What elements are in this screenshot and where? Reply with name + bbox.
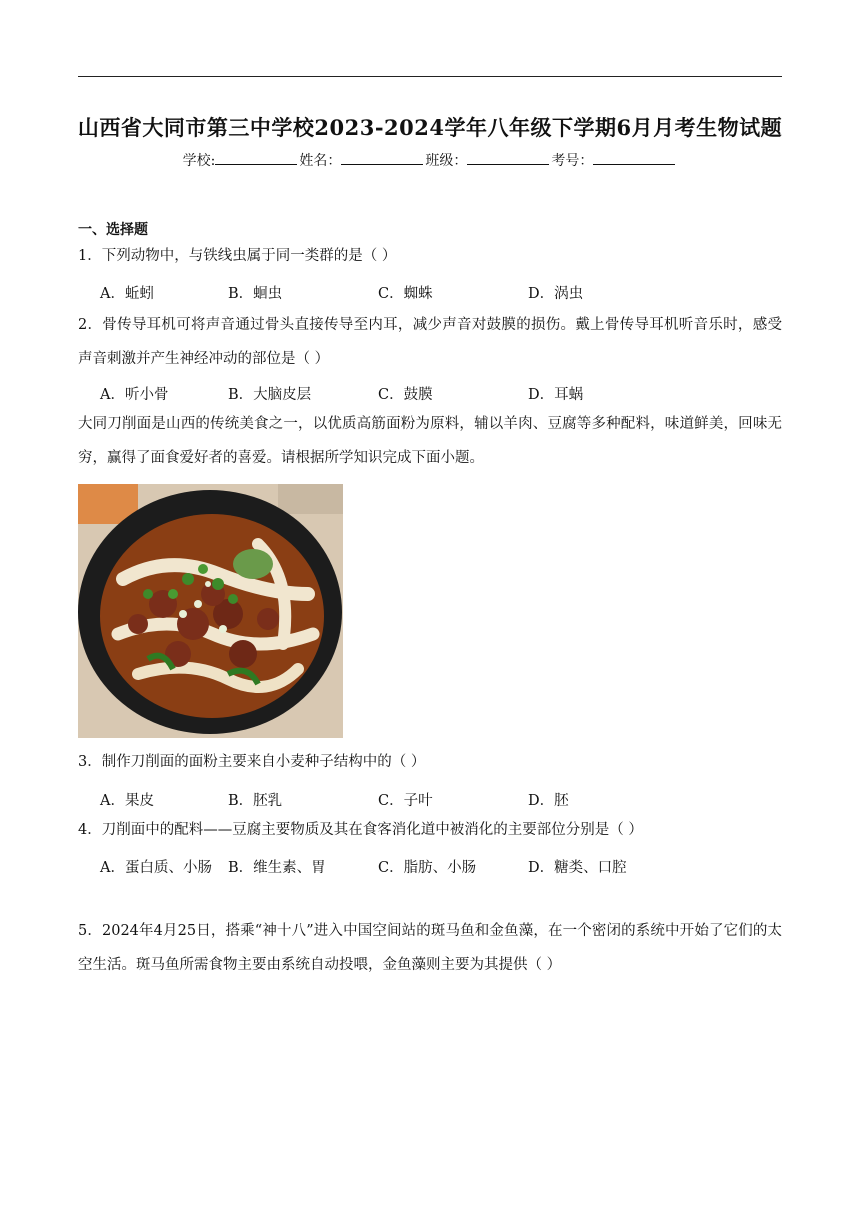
question-3-stem: 3．制作刀削面的面粉主要来自小麦种子结构中的（ ） — [78, 754, 426, 770]
q1-option-a[interactable]: A．蚯蚓 — [100, 286, 154, 302]
class-label: 班级： — [425, 153, 468, 169]
exam-no-field[interactable] — [593, 150, 675, 165]
noodle-photo — [78, 484, 343, 738]
reading-passage: 大同刀削面是山西的传统美食之一，以优质高筋面粉为原料，辅以羊肉、豆腐等多种配料，味道鲜美，回味无穷，赢得了面食爱好者的喜爱。请根据所学知识完成下面小题。 — [78, 416, 782, 466]
school-field[interactable] — [215, 150, 297, 165]
q3-option-b[interactable]: B．胚乳 — [228, 793, 283, 809]
question-2-stem: 2．骨传导耳机可将声音通过骨头直接传导至内耳，减少声音对鼓膜的损伤。戴上骨传导耳机听音乐时，感受声音刺激并产生神经冲动的部位是（ ） — [78, 317, 782, 367]
question-1-stem: 1．下列动物中，与铁线虫属于同一类群的是（ ） — [78, 248, 397, 264]
name-label: 姓名： — [299, 153, 342, 169]
q2-option-d[interactable]: D．耳蜗 — [528, 387, 584, 403]
q1-option-c[interactable]: C．蜘蛛 — [378, 286, 433, 302]
q4-option-a[interactable]: A．蛋白质、小肠 — [100, 860, 212, 876]
q4-option-c[interactable]: C．脂肪、小肠 — [378, 860, 477, 876]
exam-no-label: 考号： — [551, 153, 594, 169]
student-info-line — [0, 150, 860, 170]
q2-option-b[interactable]: B．大脑皮层 — [228, 387, 312, 403]
question-4-options — [100, 856, 780, 876]
school-label: 学校: — [182, 153, 216, 169]
name-field[interactable] — [341, 150, 423, 165]
question-1-options — [100, 282, 780, 302]
q1-option-b[interactable]: B．蛔虫 — [228, 286, 283, 302]
page-title: 山西省大同市第三中学校2023-2024学年八年级下学期6月月考生物试题 — [77, 115, 783, 140]
question-5-stem: 5．2024年4月25日，搭乘“神十八”进入中国空间站的斑马鱼和金鱼藻，在一个密闭的系统中开始了它们的太空生活。斑马鱼所需食物主要由系统自动投喂，金鱼藻则主要为其提供（ ） — [78, 923, 782, 973]
class-field[interactable] — [467, 150, 549, 165]
q4-option-d[interactable]: D．糖类、口腔 — [528, 860, 627, 876]
header-rule — [78, 76, 782, 77]
q2-option-c[interactable]: C．鼓膜 — [378, 387, 433, 403]
q3-option-a[interactable]: A．果皮 — [100, 793, 154, 809]
noodle-bowl-illustration — [78, 484, 343, 738]
q4-option-b[interactable]: B．维生素、胃 — [228, 860, 326, 876]
q3-option-d[interactable]: D．胚 — [528, 793, 569, 809]
question-2-options — [100, 383, 780, 403]
q1-option-d[interactable]: D．涡虫 — [528, 286, 584, 302]
q3-option-c[interactable]: C．子叶 — [378, 793, 433, 809]
question-4-stem: 4．刀削面中的配料——豆腐主要物质及其在食客消化道中被消化的主要部位分别是（ ） — [78, 822, 643, 838]
q2-option-a[interactable]: A．听小骨 — [100, 387, 169, 403]
section-heading: 一、选择题 — [78, 222, 148, 238]
question-3-options — [100, 789, 780, 809]
